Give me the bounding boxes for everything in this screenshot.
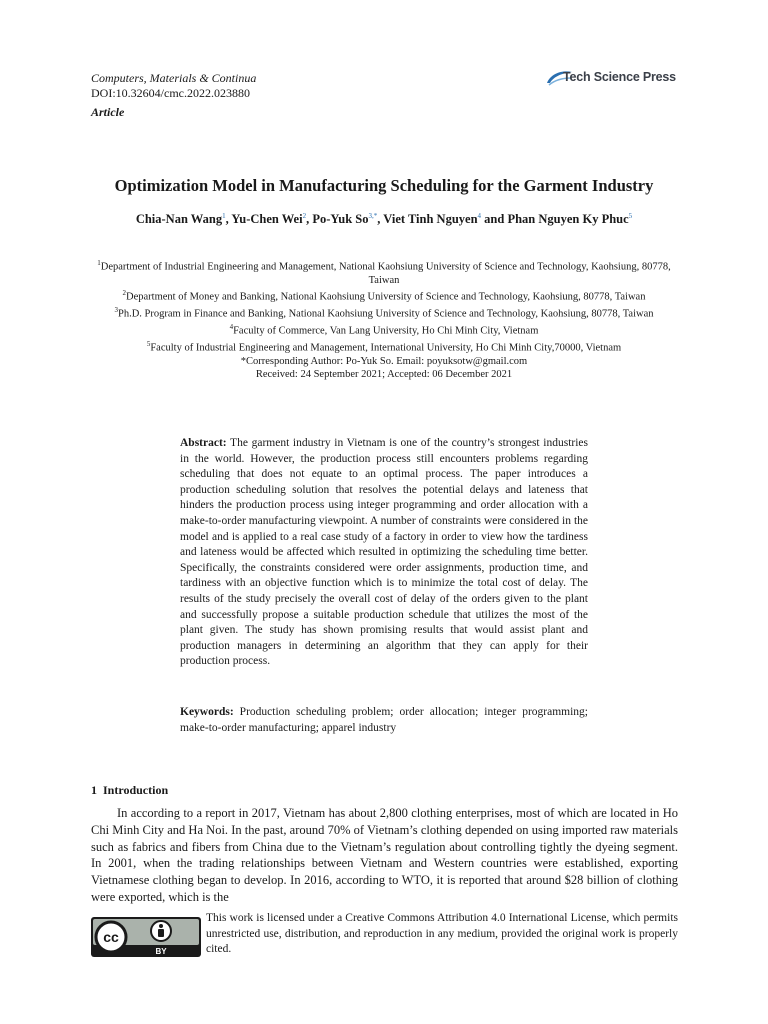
author-separator: , <box>377 212 384 227</box>
section-heading <box>91 783 168 798</box>
cc-by-license-badge[interactable] <box>91 917 201 957</box>
keywords-text: Production scheduling problem; order allocation; integer programming; make-to-order manufacturing; apparel industry <box>180 706 588 734</box>
affiliation <box>90 257 678 287</box>
affiliation-sup: 4 <box>229 323 234 332</box>
affiliation <box>90 287 678 304</box>
corresponding-author: *Corresponding Author: Po-Yuk So. Email: poyuksotw@gmail.com <box>240 355 528 367</box>
abstract-label: Abstract: <box>180 437 227 449</box>
intro-paragraph: In according to a report in 2017, Vietnam has about 2,800 clothing enterprises, most of which are located in Ho Chi Minh City and Ha Noi. In the past, around 70% of Vietnam’s clothing depended on using imported raw materials such as fabrics and fibers from China due to the Vietnam’s regulation about controlling tightly the dyeing segment. In 2001, when the trading relationships between Vietnam and Western countries were established, exporting Vietnamese clothing began to develop. In 2016, according to WTO, it is reported that around $28 billion of clothing were exported, which is the <box>91 806 678 904</box>
author-separator: , <box>225 212 232 227</box>
affiliation-text: Faculty of Commerce, Van Lang University, Ho Chi Minh City, Vietnam <box>233 325 539 337</box>
publisher-name: Tech Science Press <box>563 70 676 84</box>
by-badge-text: BY <box>155 947 167 956</box>
article-type: Article <box>91 105 125 119</box>
affiliation-sup: 5 <box>146 340 151 349</box>
affiliation-sup: 1 <box>97 259 101 267</box>
affiliation-text: Ph.D. Program in Finance and Banking, National Kaohsiung University of Science and Technology, Kaohsiung, 80778, Taiwan <box>118 308 654 320</box>
affiliation <box>90 304 678 321</box>
journal-name: Computers, Materials & Continua <box>91 71 257 85</box>
author-affil-sup[interactable]: 2 <box>302 212 307 220</box>
author-list <box>0 208 768 227</box>
section-title: Introduction <box>103 783 169 797</box>
author-separator: , <box>306 212 313 227</box>
author-affil-sup[interactable]: 5 <box>628 212 633 220</box>
keywords <box>180 705 588 736</box>
received-dates: Received: 24 September 2021; Accepted: 06 December 2021 <box>255 369 513 381</box>
publisher-logo <box>545 68 680 90</box>
affiliation-sup: 3 <box>114 306 118 315</box>
license-text: This work is licensed under a Creative Commons Attribution 4.0 International License, which permits unrestricted use, distribution, and reproduction in any medium, provided the original work is properly cited. <box>206 912 678 956</box>
section-number: 1 <box>91 783 97 797</box>
keywords-label: Keywords: <box>180 706 234 718</box>
author-name: Yu-Chen Wei <box>231 212 303 227</box>
cc-badge-text: cc <box>103 929 119 945</box>
author-affil-sup[interactable]: 4 <box>477 212 482 220</box>
affiliation-text: Department of Money and Banking, National Kaohsiung University of Science and Technology, Kaohsiung, 80778, Taiwan <box>126 291 646 303</box>
author-affil-sup[interactable]: 1 <box>222 212 226 220</box>
affiliation <box>90 338 678 355</box>
author-name: Chia-Nan Wang <box>135 212 223 227</box>
author-separator: and <box>481 212 508 227</box>
paper-title: Optimization Model in Manufacturing Scheduling for the Garment Industry <box>114 176 654 195</box>
author-affil-sup[interactable]: 3,* <box>368 212 378 220</box>
author-name: Phan Nguyen Ky Phuc <box>507 212 629 227</box>
affiliation-sup: 2 <box>122 289 127 298</box>
affiliation <box>90 321 678 338</box>
author-name: Po-Yuk So <box>312 212 369 227</box>
abstract-text: The garment industry in Vietnam is one of the country’s strongest industries in the world. However, the production process still encounters problems regarding scheduling that does not equate to an optimal process. The paper introduces a production scheduling solution that resolves the potential delays and lateness that hinders the production process using integer programming and order allocation with a make-to-order manufacturing viewpoint. A number of constraints were considered in the model and is applied to a real case study of a factory in order to view how the tardiness and lateness would be affected which resulted in optimizing the scheduling time better. Specifically, the constraints considered were order assignments, production time, and tardiness with an objective function which is to minimize the total cost of delay. The results of the study precisely the overall cost of delay of the orders given to the plant and successfully propose a suitable production schedule that utilizes the most of the plant given. The study has shown promising results that would assist plant and production managers in determining an algorithm that they can apply for their production process. <box>180 437 588 668</box>
abstract <box>180 436 588 670</box>
affiliation-text: Faculty of Industrial Engineering and Management, International University, Ho Chi Minh City,70000, Vietnam <box>150 342 622 354</box>
affiliation-text: Department of Industrial Engineering and Management, National Kaohsiung University of Science and Technology, Kaohsiung, 80778, Taiwan <box>100 261 671 286</box>
doi: DOI:10.32604/cmc.2022.023880 <box>91 86 250 100</box>
affiliations <box>90 257 678 382</box>
author-name: Viet Tinh Nguyen <box>383 212 478 227</box>
